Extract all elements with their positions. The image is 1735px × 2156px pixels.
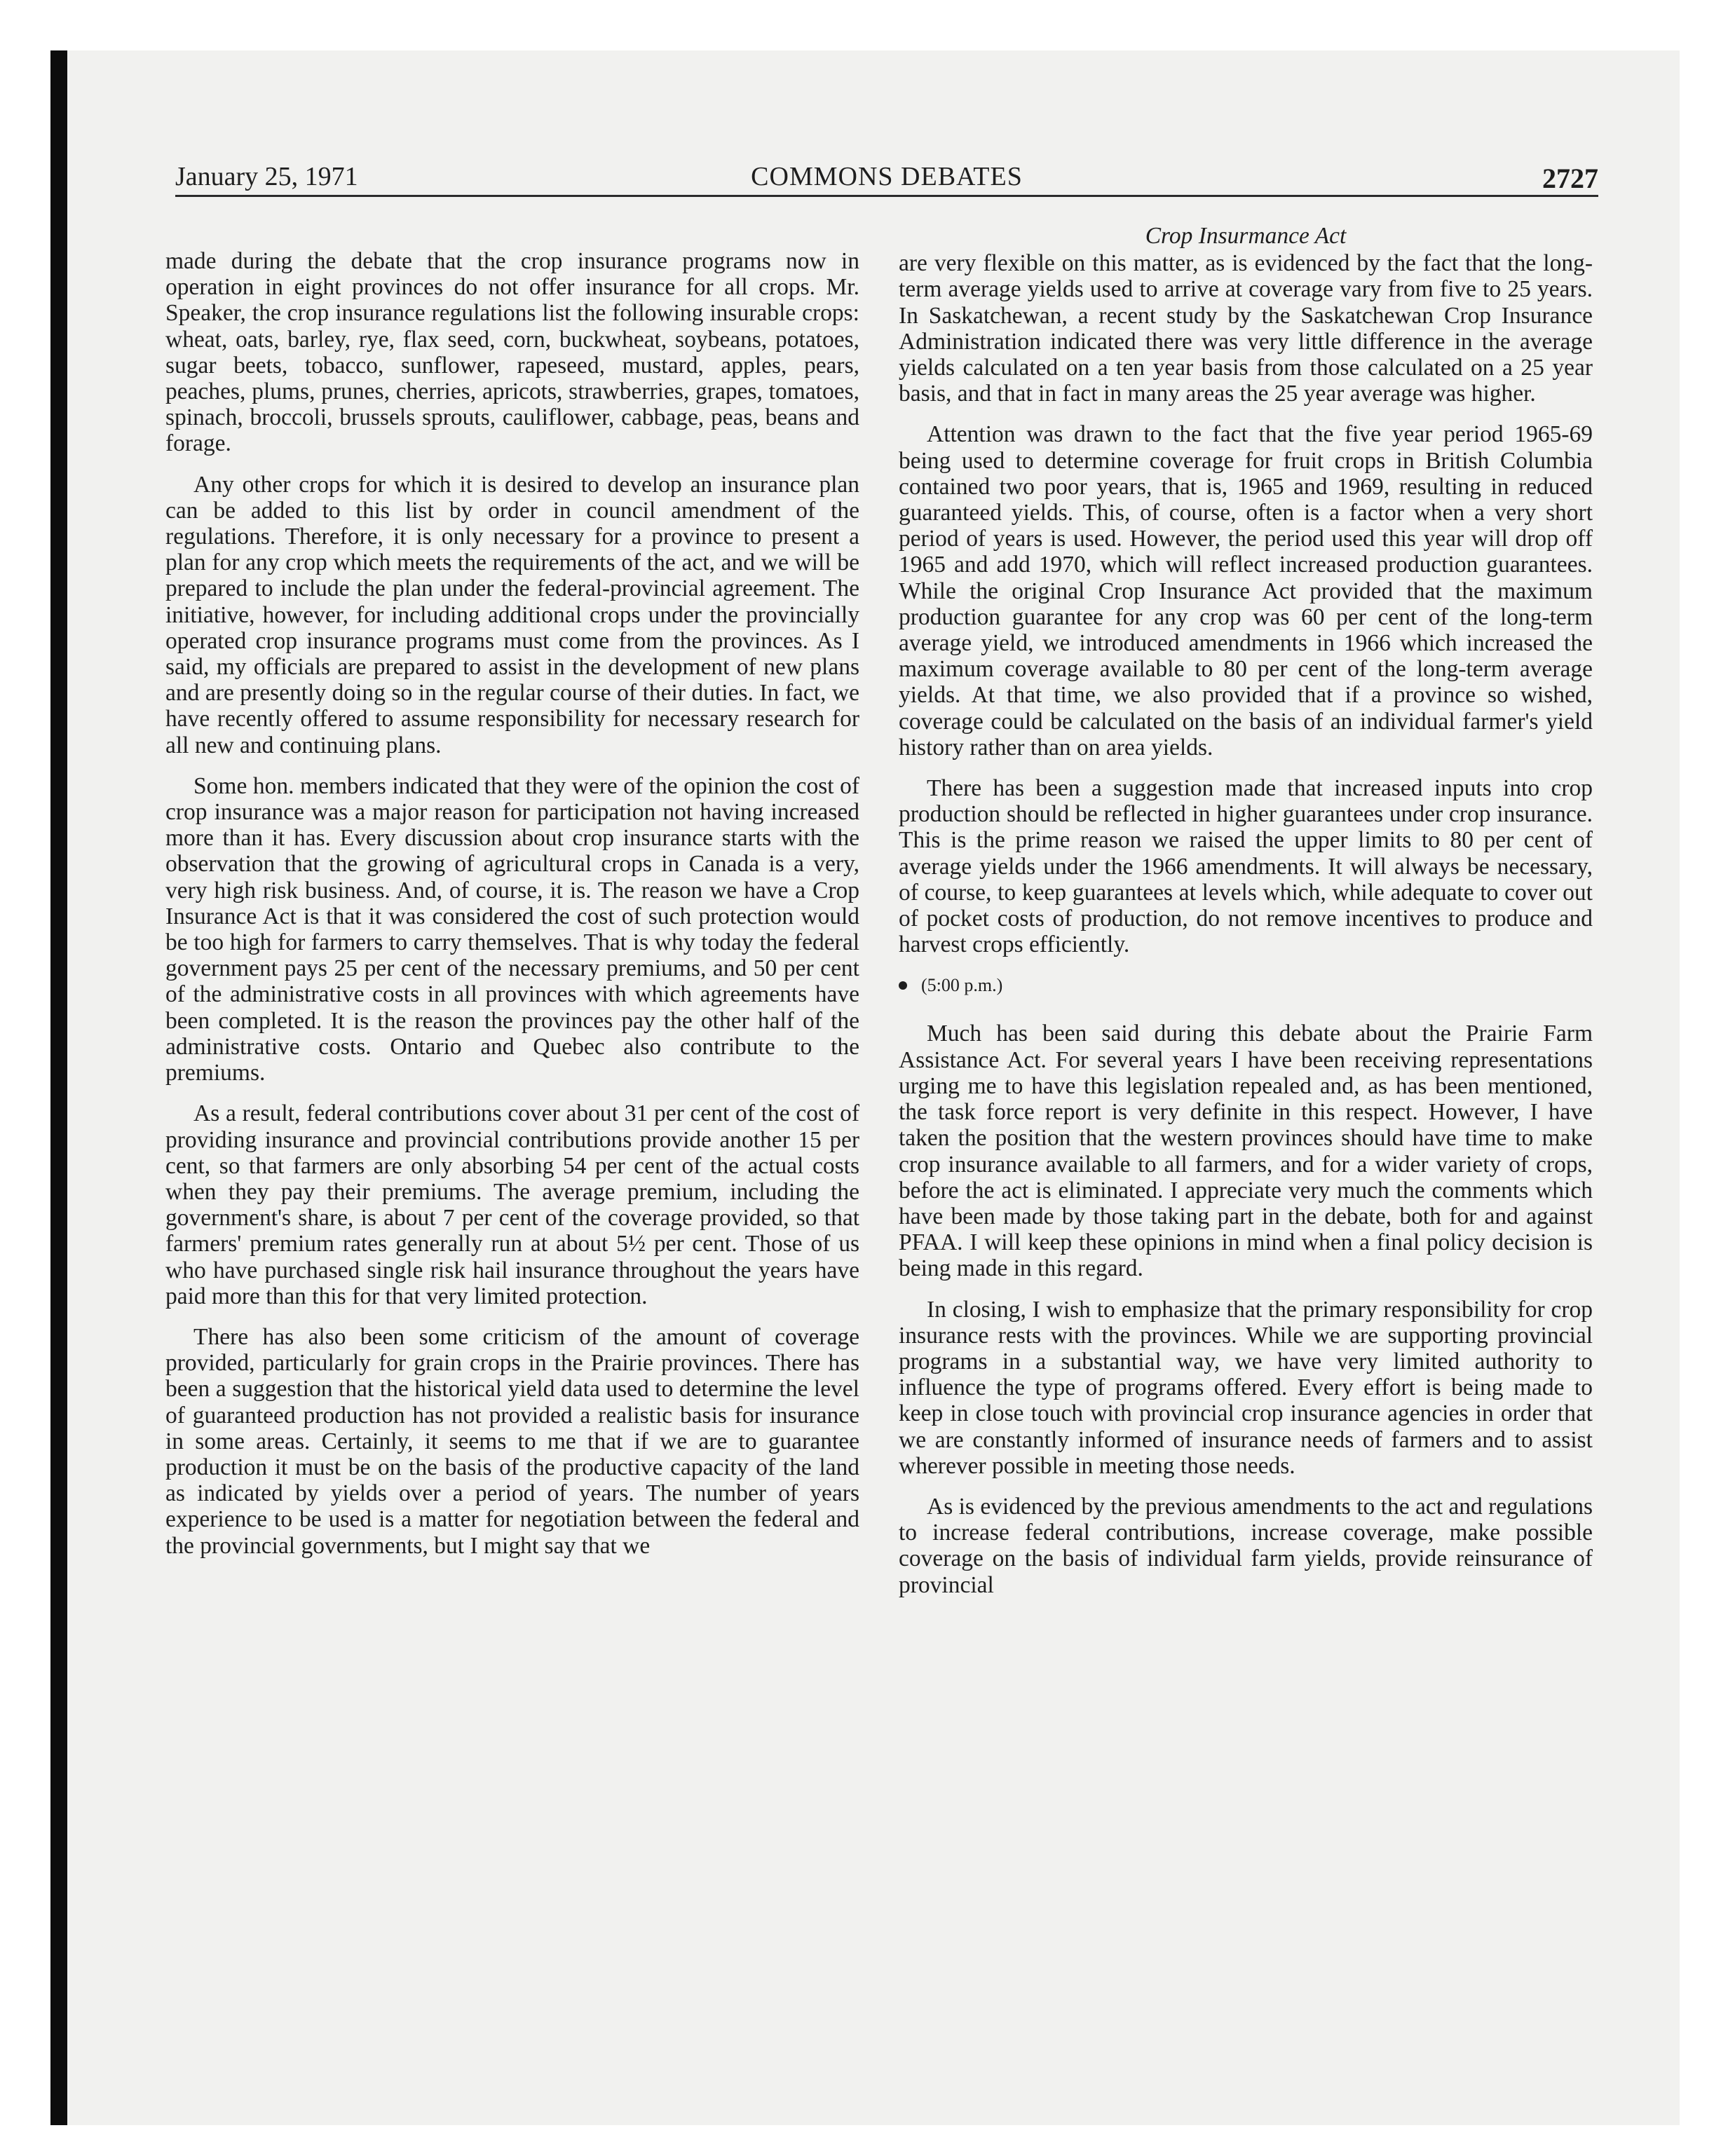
paragraph: Some hon. members indicated that they were of the opinion the cost of crop insurance was a major reason for participation not having increased more than it has. Every discussion about crop insurance starts with the observation that the growing of agricultural crops in Canada is a very, very high risk business. And, of course, it is. The reason we have a Crop Insurance Act is that it was considered the cost of such protection would be too high for farmers to carry themselves. That is why today the federal government pays 25 per cent of the necessary premiums, and 50 per cent of the administrative costs in all provinces with which agreements have been completed. It is the reason the provinces pay the other half of the administrative costs. Ontario and Quebec also contribute to the premiums. [165, 772, 859, 1086]
header-date: January 25, 1971 [175, 162, 358, 191]
paragraph: made during the debate that the crop insurance programs now in operation in eight provinces do not offer insurance for all crops. Mr. Speaker, the crop insurance regulations list the following insurable crops: wheat, oats, barley, rye, flax seed, corn, buckwheat, soybeans, potatoes, sugar beets, tobacco, sunflower, rapeseed, mustard, apples, pears, peaches, plums, prunes, cherries, apricots, strawberries, grapes, tomatoes, spinach, broccoli, brussels sprouts, cauliflower, cabbage, peas, beans and forage. [165, 248, 859, 457]
right-column [899, 223, 1593, 1613]
paragraph: are very flexible on this matter, as is evidenced by the fact that the long-term average yields used to arrive at coverage vary from five to 25 years. In Saskatchewan, a recent study by the Saskatchewan Crop Insurance Administration indicated there was very little difference in the average yields calculated on a ten year basis from those calculated on a 25 year basis, and that in fact in many areas the 25 year average was higher. [899, 250, 1593, 407]
paragraph: In closing, I wish to emphasize that the primary responsibility for crop insurance rests with the provinces. While we are supporting provincial programs in a substantial way, we have very limited authority to influence the type of programs offered. Every effort is being made to keep in close touch with provincial crop insurance agencies in order that we are constantly informed of insurance needs of farmers and to assist wherever possible in meeting those needs. [899, 1296, 1593, 1479]
paragraph: As is evidenced by the previous amendments to the act and regulations to increase federal contributions, increase coverage, make possible coverage on the basis of individual farm yields, provide reinsurance of provincial [899, 1493, 1593, 1598]
paragraph: There has also been some criticism of the amount of coverage provided, particularly for grain crops in the Prairie provinces. There has been a suggestion that the historical yield data used to determine the level of guaranteed production has not provided a realistic basis for insurance in some areas. Certainly, it seems to me that if we are to guarantee production it must be on the basis of the productive capacity of the land as indicated by yields over a period of years. The number of years experience to be used is a matter for negotiation between the federal and the provincial governments, but I might say that we [165, 1323, 859, 1559]
bullet-icon [899, 981, 907, 990]
running-title: Crop Insurmance Act [1145, 223, 1347, 249]
left-column [165, 248, 859, 1574]
paragraph: Any other crops for which it is desired to develop an insurance plan can be added to this list by order in council amendment of the regulations. Therefore, it is only necessary for a province to present a plan for any crop which meets the requirements of the act, and we will be prepared to include the plan under the federal-provincial agreement. The initiative, however, for including additional crops under the provincially operated crop insurance programs must come from the provinces. As I said, my officials are prepared to assist in the development of new plans and are presently doing so in the regular course of their duties. In fact, we have recently offered to assume responsibility for necessary research for all new and continuing plans. [165, 471, 859, 758]
paragraph: As a result, federal contributions cover about 31 per cent of the cost of providing insurance and provincial contributions provide another 15 per cent, so that farmers are only absorbing 54 per cent of the actual costs when they pay their premiums. The average premium, including the government's share, is about 7 per cent of the coverage provided, so that farmers' premium rates generally run at about 5½ per cent. Those of us who have purchased single risk hail insurance throughout the years have paid more than this for that very limited protection. [165, 1100, 859, 1309]
paragraph: Attention was drawn to the fact that the five year period 1965-69 being used to determine coverage for fruit crops in British Columbia contained two poor years, that is, 1965 and 1969, resulting in reduced guaranteed yields. This, of course, often is a factor when a very short period of years is used. However, the period used this year will drop off 1965 and add 1970, which will reflect increased production guarantees. While the original Crop Insurance Act provided that the maximum production guarantee for any crop was 60 per cent of the long-term average yield, we introduced amendments in 1966 which increased the maximum coverage available to 80 per cent of the long-term average yields. At that time, we also provided that if a province so wished, coverage could be calculated on the basis of an individual farmer's yield history rather than on area yields. [899, 421, 1593, 760]
time-stamp-text: (5:00 p.m.) [921, 975, 1003, 996]
paragraph: There has been a suggestion made that increased inputs into crop production should be reflected in higher guarantees under crop insurance. This is the prime reason we raised the upper limits to 80 per cent of average yields under the 1966 amendments. It will always be necessary, of course, to keep guarantees at levels which, while adequate to cover out of pocket costs of production, do not remove incentives to produce and harvest crops efficiently. [899, 775, 1593, 958]
header-page-number: 2727 [1542, 163, 1598, 194]
header-journal-title: COMMONS DEBATES [751, 162, 1023, 191]
paragraph: Much has been said during this debate about the Prairie Farm Assistance Act. For several years I have been receiving representations urging me to have this legislation repealed and, as has been mentioned, the task force report is very definite in this respect. However, I have taken the position that the western provinces should have time to make crop insurance available to all farmers, and for a wider variety of crops, before the act is eliminated. I appreciate very much the comments which have been made by those taking part in the debate, both for and against PFAA. I will keep these opinions in mind when a final policy decision is being made in this regard. [899, 1021, 1593, 1282]
page-header [175, 153, 1598, 197]
scan-edge [50, 50, 67, 2125]
time-stamp [899, 972, 1593, 998]
